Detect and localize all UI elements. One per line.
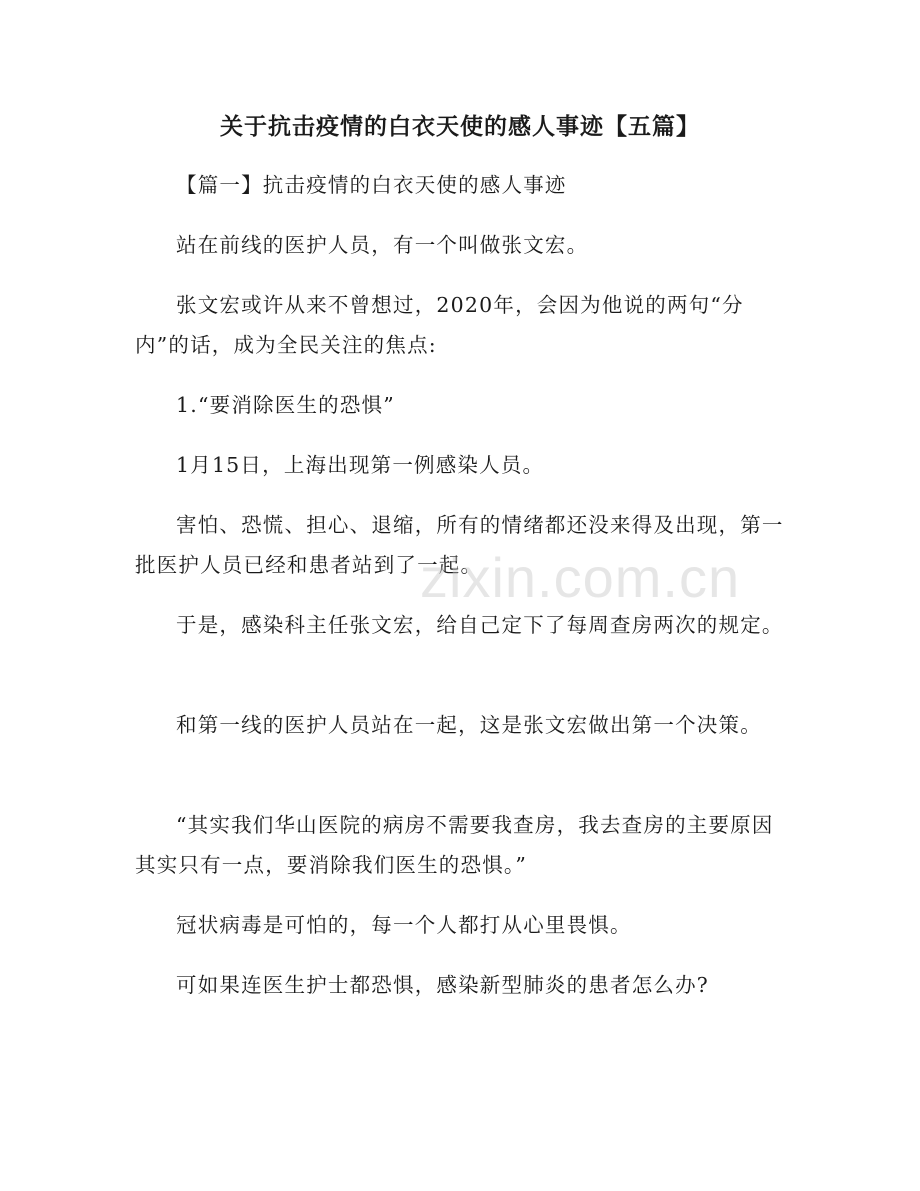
paragraph: 于是，感染科主任张文宏，给自己定下了每周查房两次的规定。 [176,613,784,637]
watermark: zixin.com.cn [420,546,741,609]
paragraph: 和第一线的医护人员站在一起，这是张文宏做出第一个决策。 [176,713,762,737]
paragraph: 1月15日，上海出现第一例感染人员。 [176,453,545,477]
paragraph: 害怕、恐慌、担心、退缩，所有的情绪都还没来得及出现，第一批医护人员已经和患者站到了一起。 [135,513,784,577]
quote-paragraph: “其实我们华山医院的病房不需要我查房，我去查房的主要原因其实只有一点，要消除我们医生的恐惧。” [135,813,774,877]
paragraph: 站在前线的医护人员，有一个叫做张文宏。 [176,233,589,257]
paragraph: 张文宏或许从来不曾想过，2020年，会因为他说的两句“分内”的话，成为全民关注的焦点: [135,293,744,357]
subheading: 1.“要消除医生的恐惧” [176,393,395,417]
paragraph: 冠状病毒是可怕的，每一个人都打从心里畏惧。 [176,913,632,937]
section-heading: 【篇一】抗击疫情的白衣天使的感人事迹 [176,173,567,197]
paragraph: 可如果连医生护士都恐惧，感染新型肺炎的患者怎么办? [176,973,709,997]
document-title: 关于抗击疫情的白衣天使的感人事迹【五篇】 [220,113,700,140]
